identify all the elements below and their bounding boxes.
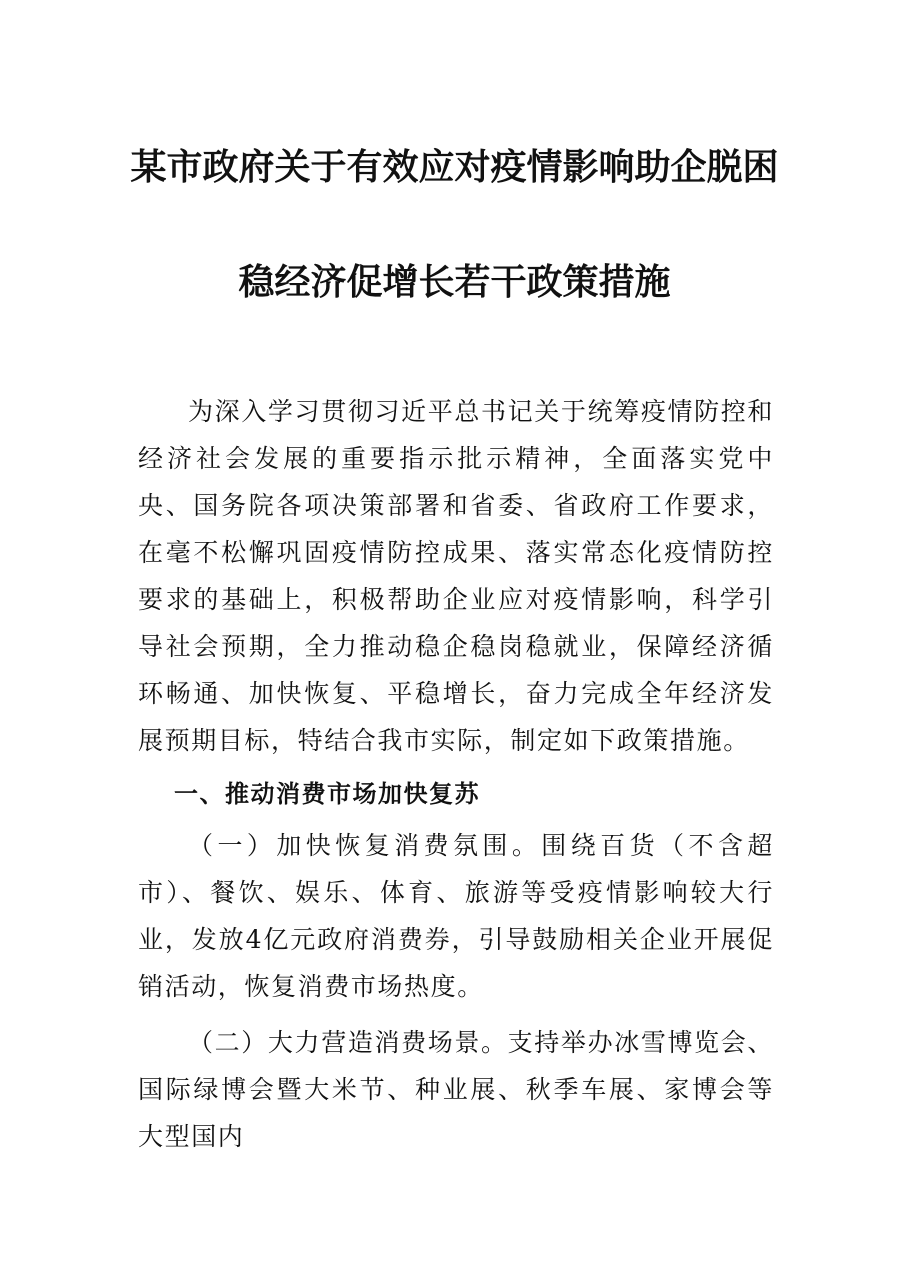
- item-paragraph-2: （二）大力营造消费场景。支持举办冰雪博览会、国际绿博会暨大米节、种业展、秋季车展、家博会等大型国内: [138, 1028, 774, 1151]
- document-title-line-1: 某市政府关于有效应对疫情影响助企脱困: [130, 146, 779, 188]
- section-heading-1: 一、推动消费市场加快复苏: [174, 780, 480, 808]
- intro-paragraph: 为深入学习贯彻习近平总书记关于统筹疫情防控和经济社会发展的重要指示批示精神，全面落实党中央、国务院各项决策部署和省委、省政府工作要求，在毫不松懈巩固疫情防控成果、落实常态化疫情防控要求的基础上，积极帮助企业应对疫情影响，科学引导社会预期，全力推动稳企稳岗稳就业，保障经济循环畅通、加快恢复、平稳增长，奋力完成全年经济发展预期目标，特结合我市实际，制定如下政策措施。: [138, 397, 774, 755]
- item-paragraph-1: （一）加快恢复消费氛围。围绕百货（不含超市）、餐饮、娱乐、体育、旅游等受疫情影响较大行业，发放4亿元政府消费券，引导鼓励相关企业开展促销活动，恢复消费市场热度。: [138, 831, 774, 1001]
- document-body: [138, 388, 774, 1160]
- document-title-line-2: 稳经济促增长若干政策措施: [238, 261, 671, 303]
